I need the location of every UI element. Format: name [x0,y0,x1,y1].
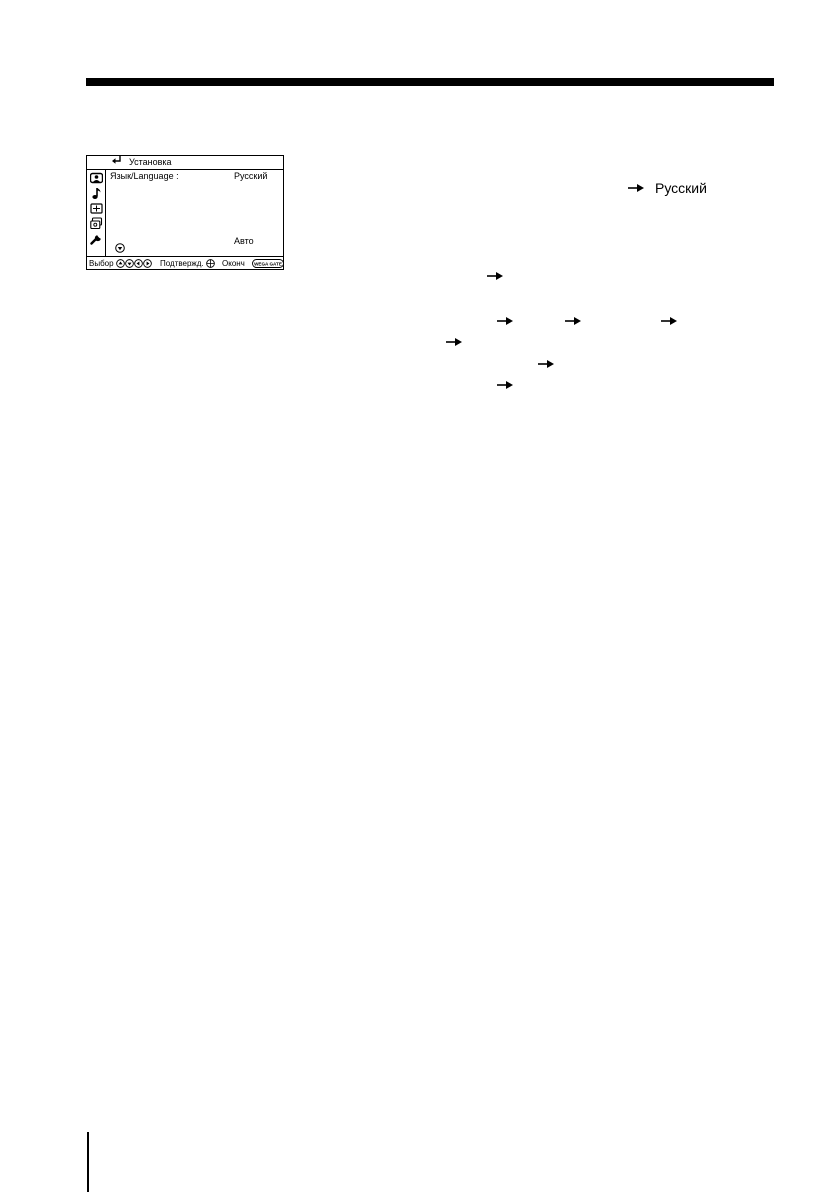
screen-icon [90,202,103,215]
wega-gate-button-icon [252,259,284,268]
arrow-icon [538,359,554,369]
arrow-icon [661,316,677,326]
up-button-icon [116,259,125,268]
down-button-icon [125,259,134,268]
right-button-icon [143,259,152,268]
left-button-icon [134,259,143,268]
top-rule [86,78,774,86]
osd-title-bar [87,156,283,170]
exit-label: Оконч [222,259,245,268]
arrow-icon [446,337,462,347]
sound-icon [90,187,103,200]
ok-button-icon [206,259,215,268]
wega-gate-label: WEGA GATE [254,261,282,267]
arrow-icon [628,183,644,193]
select-label: Выбор [89,259,114,268]
language-value: Русский [234,171,268,181]
scroll-down-icon [115,243,125,253]
language-label: Язык/Language : [110,171,179,181]
features-icon [90,217,103,230]
arrow-icon [497,316,513,326]
osd-footer [87,256,283,270]
arrow-icon [565,316,581,326]
confirm-label: Подтвержд. [160,259,204,268]
setup-wrench-icon [90,232,103,245]
return-arrow-icon [111,155,123,167]
picture-icon [90,172,103,185]
bottom-margin-rule [87,1132,89,1192]
arrow-icon [487,271,503,281]
arrow-icon [497,380,513,390]
osd-icon-column [87,170,106,256]
osd-menu [86,155,284,270]
osd-menu-title: Установка [129,157,172,167]
auto-value: Авто [234,236,254,246]
language-result-text: Русский [655,180,707,196]
